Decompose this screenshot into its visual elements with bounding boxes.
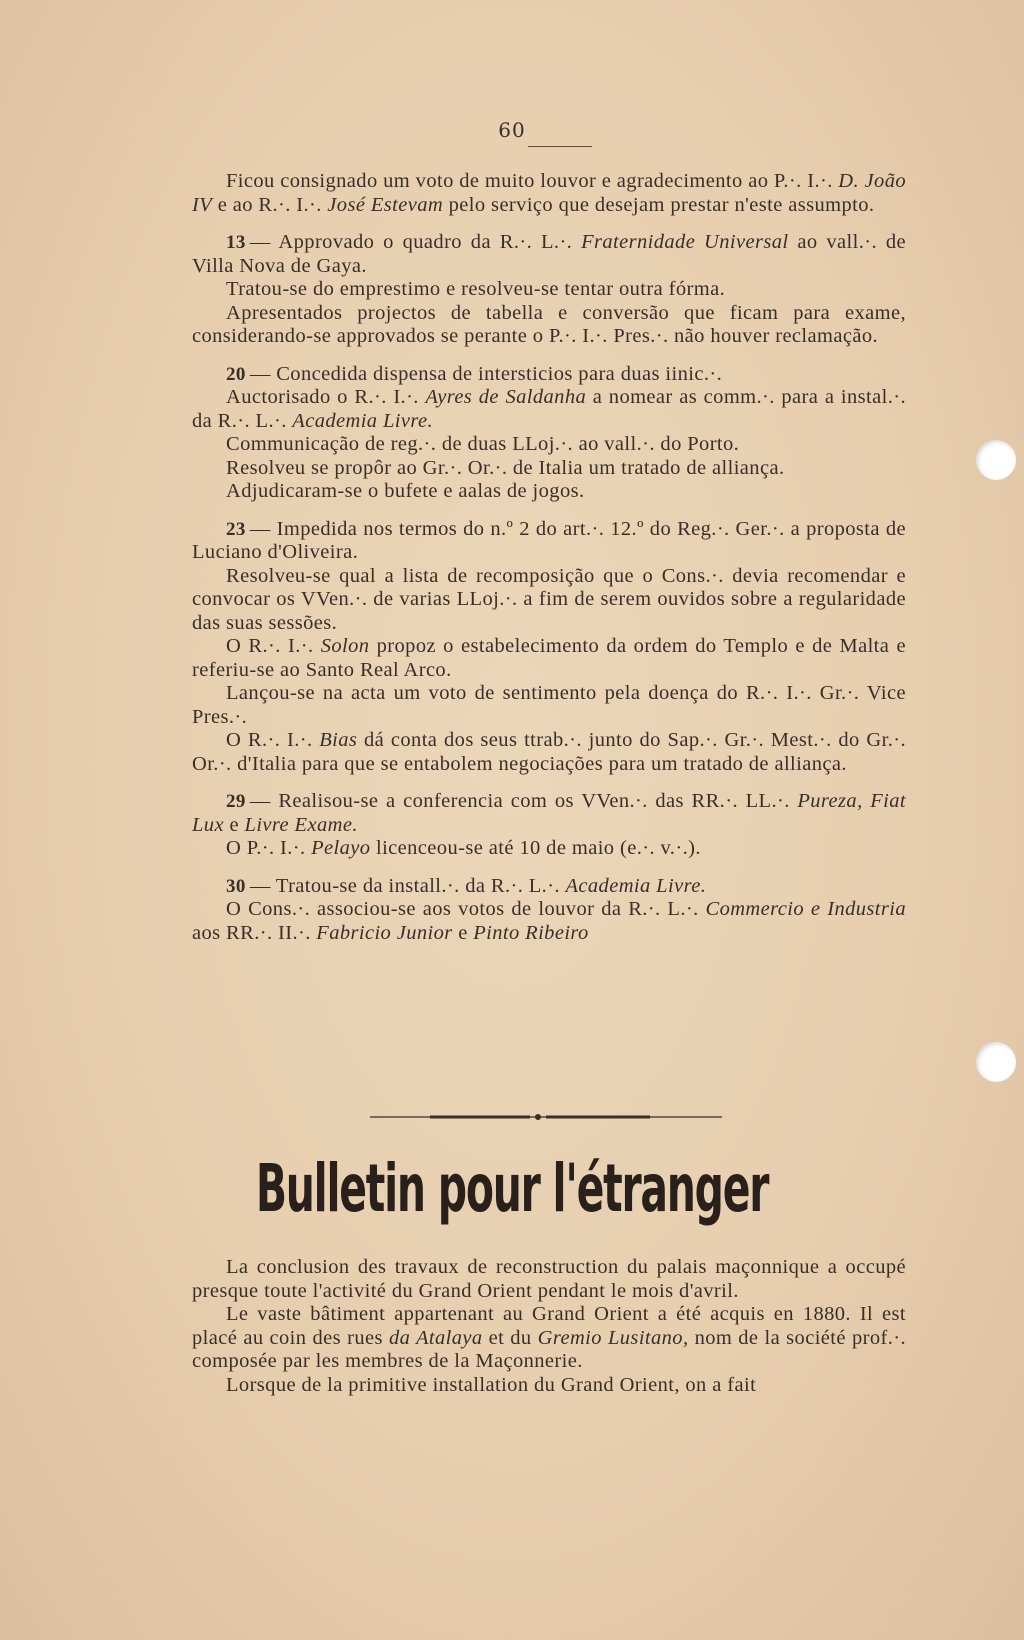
entry-20: 20 — Concedida dispensa de intersticios para duas iinic.·. — [226, 362, 723, 385]
entry-20-p5: Adjudicaram-se o bufete e aalas de jogos. — [226, 480, 585, 502]
page-number-rule — [528, 146, 592, 147]
entry-13-p3: Apresentados projectos de tabella e conversão que ficam para exame, considerando-se approvados se perante o P.·. I.·. Pres.·. não houver reclamação. — [192, 301, 906, 347]
minutes-text — [192, 170, 906, 945]
entry-date: 30 — [226, 875, 246, 897]
entry-23-p5: O R.·. I.·. Bias dá conta dos seus ttrab.·. junto do Sap.·. Gr.·. Mest.·. do Gr.·. Or.·. d'Italia para que se entabolem negociações para um tratado de alliança. — [192, 729, 906, 775]
entry-29-p2: O P.·. I.·. Pelayo licenceou-se até 10 de maio (e.·. v.·.). — [226, 837, 701, 859]
intro-paragraph: Ficou consignado um voto de muito louvor e agradecimento ao P.·. I.·. D. João IV e ao R.·. I.·. José Estevam pelo serviço que desejam prestar n'este assumpto. — [192, 170, 906, 216]
entry-date: 20 — [226, 363, 246, 385]
entry-23-p2: Resolveu-se qual a lista de recomposição que o Cons.·. devia recomendar e convocar os VVen.·. de varias LLoj.·. a fim de serem ouvidos sobre a regularidade das suas sessões. — [192, 564, 906, 634]
bulletin-p1: La conclusion des travaux de reconstruction du palais maçonnique a occupé presque toute l'activité du Grand Orient pendant le mois d'avril. — [192, 1256, 906, 1302]
entry-30-p2: O Cons.·. associou-se aos votos de louvor da R.·. L.·. Commercio e Industria aos RR.·. II.·. Fabricio Junior e Pinto Ribeiro — [192, 898, 906, 944]
binder-hole-top — [976, 440, 1016, 480]
bulletin-text — [192, 1256, 906, 1397]
binder-hole-bottom — [976, 1042, 1016, 1082]
bulletin-heading: Bulletin pour l'étranger — [255, 1150, 769, 1227]
entry-date: 13 — [226, 232, 246, 253]
entry-20-p2: Auctorisado o R.·. I.·. Ayres de Saldanha a nomear as comm.·. para a instal.·. da R.·. L.·. Academia Livre. — [192, 386, 906, 432]
entry-date: 23 — [226, 518, 246, 540]
page-number: 60 — [498, 118, 526, 142]
entry-13: 13 — Approvado o quadro da R.·. L.·. Fraternidade Universal ao vall.·. de Villa Nova de Gaya. — [192, 231, 906, 277]
entry-23-p3: O R.·. I.·. Solon propoz o estabelecimento da ordem do Templo e de Malta e referiu-se ao Santo Real Arco. — [192, 635, 906, 681]
bulletin-p2: Le vaste bâtiment appartenant au Grand Orient a été acquis en 1880. Il est placé au coin des rues da Atalaya et du Gremio Lusitano, nom de la société prof.·. composée par les membres de la Maçonnerie. — [192, 1303, 906, 1372]
entry-date: 29 — [226, 791, 246, 812]
bulletin-p3: Lorsque de la primitive installation du Grand Orient, on a fait — [226, 1373, 757, 1396]
section-divider — [370, 1110, 722, 1124]
entry-20-p3: Communicação de reg.·. de duas LLoj.·. ao vall.·. do Porto. — [226, 433, 740, 455]
entry-30: 30 — Tratou-se da install.·. da R.·. L.·. Academia Livre. — [226, 874, 707, 897]
entry-13-p2: Tratou-se do emprestimo e resolveu-se tentar outra fórma. — [226, 278, 726, 300]
entry-23-p4: Lançou-se na acta um voto de sentimento pela doença do R.·. I.·. Gr.·. Vice Pres.·. — [192, 682, 906, 728]
entry-29: 29 — Realisou-se a conferencia com os VVen.·. das RR.·. LL.·. Pureza, Fiat Lux e Livre Exame. — [192, 790, 906, 836]
entry-20-p4: Resolveu se propôr ao Gr.·. Or.·. de Italia um tratado de alliança. — [226, 456, 785, 479]
entry-23: 23 — Impedida nos termos do n.º 2 do art.·. 12.º do Reg.·. Ger.·. a proposta de Luciano d'Oliveira. — [192, 517, 906, 563]
